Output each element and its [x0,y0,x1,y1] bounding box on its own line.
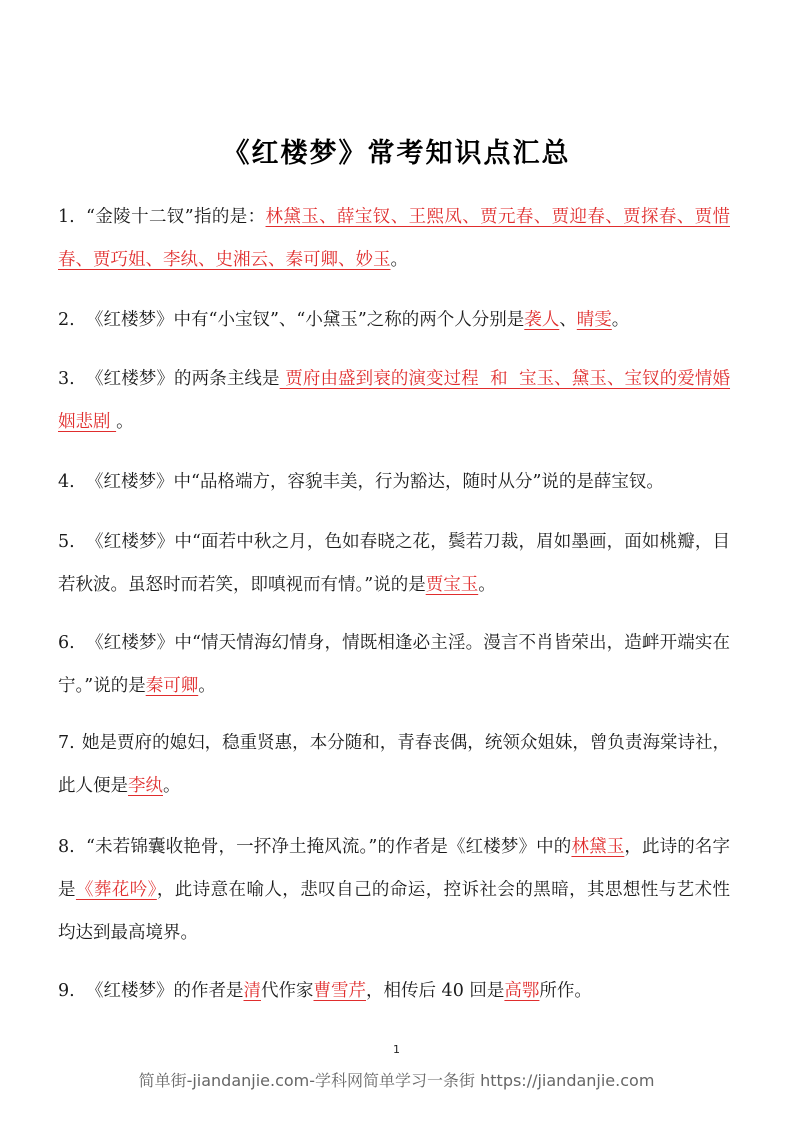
item-number: 8. [58,837,75,857]
question-text: 。 [116,412,134,432]
item-number: 7. [58,733,75,753]
question-text: 《红楼梦》中“品格端方，容貌丰美，行为豁达，随时从分”说的是薛宝钗。 [86,472,664,492]
answer-text: 李纨 [128,776,163,796]
question-text: ，此诗的名字是 [58,837,730,900]
question-text: “未若锦囊收艳骨，一抔净土掩风流。”的作者是《红楼梦》中的 [86,837,572,857]
answer-text: 林黛玉 [571,837,625,857]
question-text: 《红楼梦》的作者是 [86,981,244,1001]
question-item-8 [58,826,730,955]
question-item-4 [58,461,730,504]
item-number: 1. [58,207,75,227]
question-text: 。 [390,250,408,270]
answer-text: 《葬花吟》 [75,880,157,900]
question-text: 、 [559,310,577,330]
question-text: 代作家 [261,981,314,1001]
footer-watermark: 简单街-jiandanjie.com-学科网简单学习一条街 https://jiandanjie.com [138,1071,655,1090]
answer-text: 清 [243,981,261,1001]
item-number: 4. [58,472,75,492]
answer-text: 林黛玉、薛宝钗、王熙凤、贾元春、贾迎春、贾探春、贾惜春、贾巧姐、李纨、史湘云、秦可卿、妙玉 [58,207,730,270]
question-text: ，此诗意在喻人，悲叹自己的命运，控诉社会的黑暗，其思想性与艺术性均达到最高境界。 [58,880,731,943]
page-number: 1 [393,1043,400,1056]
question-text: 。 [198,676,216,696]
question-text: 。 [163,776,181,796]
answer-text: 晴雯 [576,310,612,330]
question-item-9 [58,970,730,1013]
question-text: 。 [611,310,630,330]
item-number: 2. [58,310,75,330]
question-item-2 [58,299,730,342]
question-item-1 [58,196,730,282]
item-number: 3. [58,369,75,389]
item-number: 9. [58,981,75,1001]
question-text: 。 [478,575,496,595]
answer-text: 曹雪芹 [313,981,366,1001]
question-text: 所作。 [539,981,592,1001]
item-number: 6. [58,633,75,653]
question-text: “金陵十二钗”指的是： [86,207,266,227]
page-title: 《红楼梦》常考知识点汇总 [222,138,571,169]
answer-text: 贾府由盛到衰的演变过程 和 宝玉、黛玉、宝钗的爱情婚姻悲剧 [58,369,731,432]
question-item-6 [58,622,730,708]
question-item-5 [58,521,730,607]
question-text: 她是贾府的媳妇，稳重贤惠，本分随和，青春丧偶，统领众姐妹，曾负责海棠诗社，此人便是 [58,733,730,796]
question-text: 《红楼梦》的两条主线是 [86,369,280,389]
question-item-3 [58,358,730,444]
question-text: 《红楼梦》中有“小宝钗”、“小黛玉”之称的两个人分别是 [86,310,525,330]
answer-text: 贾宝玉 [425,575,479,595]
item-number: 5. [58,532,75,552]
answer-text: 袭人 [524,310,560,330]
question-text: 《红楼梦》中“面若中秋之月，色如春晓之花，鬓若刀裁，眉如墨画，面如桃瓣，目若秋波。虽怒时而若笑，即嗔视而有情。”说的是 [58,532,730,595]
question-text: 《红楼梦》中“情天情海幻情身，情既相逢必主淫。漫言不肖皆荣出，造衅开端实在宁。”说的是 [58,633,730,696]
question-text: ，相传后 40 回是 [366,981,505,1001]
answer-text: 高鄂 [504,981,540,1001]
question-item-7 [58,722,730,808]
answer-text: 秦可卿 [145,676,199,696]
